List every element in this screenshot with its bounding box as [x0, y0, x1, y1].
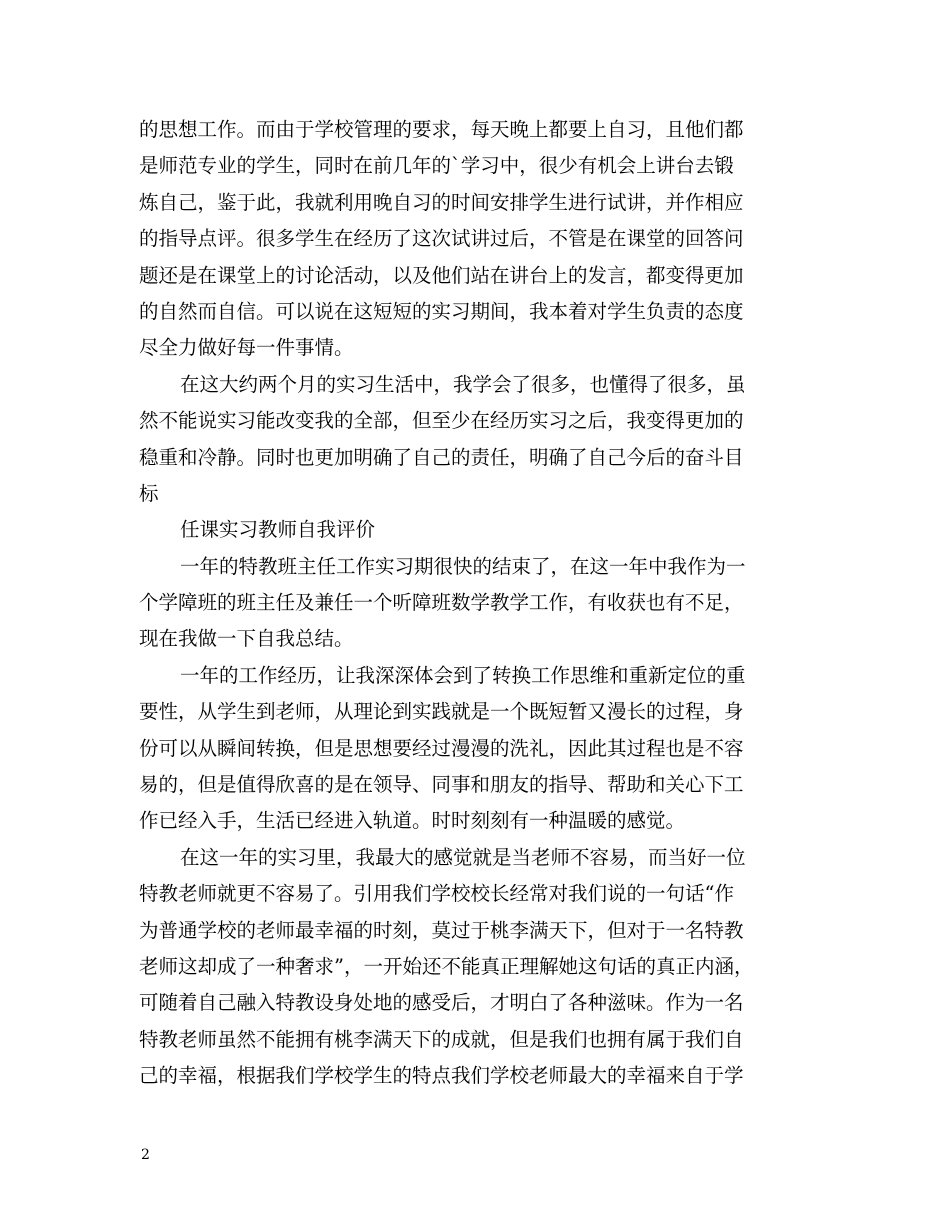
text-line: 现在我做一下自我总结。 — [139, 627, 354, 651]
text-line: 特教老师就更不容易了。引用我们学校校长经常对我们说的一句话“作 — [139, 882, 734, 906]
text-line: 老师这却成了一种奢求”，一开始还不能真正理解她这句话的真正内涵， — [139, 954, 754, 978]
text-line: 的自然而自信。可以说在这短短的实习期间，我本着对学生负责的态度 — [139, 299, 744, 323]
text-line: 作已经入手，生活已经进入轨道。时时刻刻有一种温暖的感觉。 — [139, 809, 686, 833]
body-text — [139, 112, 819, 1095]
text-line: 个学障班的班主任及兼任一个听障班数学教学工作，有收获也有不足， — [139, 591, 744, 615]
text-line: 是师范专业的学生，同时在前几年的`学习中，很少有机会上讲台去锻 — [139, 154, 734, 178]
text-line: 的思想工作。而由于学校管理的要求，每天晚上都要上自习，且他们都 — [139, 118, 744, 141]
text-line: 易的，但是值得欣喜的是在领导、同事和朋友的指导、帮助和关心下工 — [139, 773, 744, 797]
text-line: 任课实习教师自我评价 — [180, 518, 376, 542]
text-line: 为普通学校的老师最幸福的时刻，莫过于桃李满天下，但对于一名特教 — [139, 918, 744, 942]
text-line: 在这大约两个月的实习生活中，我学会了很多，也懂得了很多，虽 — [180, 372, 746, 396]
text-line: 然不能说实习能改变我的全部，但至少在经历实习之后，我变得更加的 — [139, 409, 744, 433]
text-line: 一年的特教班主任工作实习期很快的结束了，在这一年中我作为一 — [180, 554, 746, 578]
text-line: 在这一年的实习里，我最大的感觉就是当老师不容易，而当好一位 — [180, 845, 746, 869]
page-number: 2 — [141, 1147, 150, 1163]
text-line: 要性，从学生到老师，从理论到实践就是一个既短暂又漫长的过程，身 — [139, 700, 744, 724]
text-line: 份可以从瞬间转换，但是思想要经过漫漫的洗礼，因此其过程也是不容 — [139, 736, 744, 760]
text-line: 尽全力做好每一件事情。 — [139, 336, 354, 360]
text-line: 标 — [139, 481, 159, 505]
text-line: 炼自己，鉴于此，我就利用晚自习的时间安排学生进行试讲，并作相应 — [139, 190, 744, 214]
text-line: 一年的工作经历，让我深深体会到了转换工作思维和重新定位的重 — [180, 663, 746, 687]
text-line: 题还是在课堂上的讨论活动，以及他们站在讲台上的发言，都变得更加 — [139, 263, 744, 287]
text-line: 可随着自己融入特教设身处地的感受后，才明白了各种滋味。作为一名 — [139, 991, 744, 1015]
text-line: 的指导点评。很多学生在经历了这次试讲过后，不管是在课堂的回答问 — [139, 227, 744, 251]
text-line: 己的幸福，根据我们学校学生的特点我们学校老师最大的幸福来自于学 — [139, 1064, 744, 1088]
text-line: 特教老师虽然不能拥有桃李满天下的成就，但是我们也拥有属于我们自 — [139, 1027, 744, 1051]
text-line: 稳重和冷静。同时也更加明确了自己的责任，明确了自己今后的奋斗目 — [139, 445, 744, 469]
